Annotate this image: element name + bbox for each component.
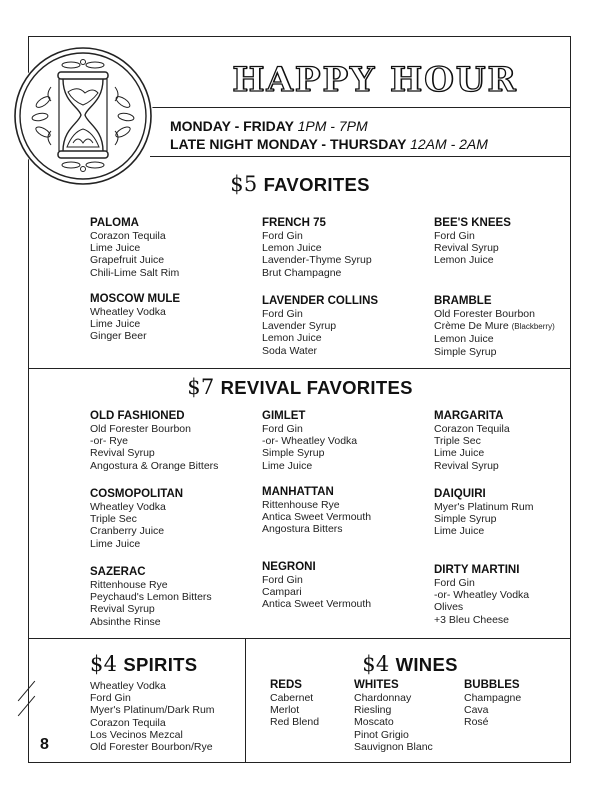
drink-bees-knees: BEE'S KNEES Ford Gin Revival Syrup Lemon Juice (434, 217, 511, 267)
wine-group-whites: WHITES Chardonnay Riesling Moscato Pinot Grigio Sauvignon Blanc (354, 679, 433, 753)
section-title-four-wines: $4 WINES (362, 652, 458, 676)
drink-old-fashioned: OLD FASHIONED Old Forester Bourbon -or- Rye Revival Syrup Angostura & Orange Bitters (90, 410, 219, 472)
drink-dirty-martini: DIRTY MARTINI Ford Gin -or- Wheatley Vodka Olives +3 Bleu Cheese (434, 564, 530, 626)
drink-manhattan: MANHATTAN Rittenhouse Rye Antica Sweet Vermouth Angostura Bitters (262, 486, 372, 536)
drink-lavender-collins: LAVENDER COLLINS Ford Gin Lavender Syrup Lemon Juice Soda Water (262, 295, 379, 357)
drink-cosmopolitan: COSMOPOLITAN Wheatley Vodka Triple Sec Cranberry Juice Lime Juice (90, 488, 184, 550)
section-title-five-favorites: $5 FAVORITES (230, 172, 370, 196)
drink-french-75: FRENCH 75 Ford Gin Lemon Juice Lavender-Thyme Syrup Brut Champagne (262, 217, 372, 279)
wine-group-reds: REDS Cabernet Merlot Red Blend (270, 679, 320, 729)
spirits-list: Wheatley Vodka Ford Gin Myer's Platinum/Dark Rum Corazon Tequila Los Vecinos Mezcal Old Forester Bourbon/Rye (90, 680, 215, 754)
header-rule-top (150, 107, 571, 108)
wine-group-bubbles: BUBBLES Champagne Cava Rosé (464, 679, 522, 729)
drink-daiquiri: DAIQUIRI Myer's Platinum Rum Simple Syrup Lime Juice (434, 488, 534, 538)
drink-margarita: MARGARITA Corazon Tequila Triple Sec Lime Juice Revival Syrup (434, 410, 510, 472)
drink-negroni: NEGRONI Ford Gin Campari Antica Sweet Vermouth (262, 561, 372, 611)
happy-hour-times (170, 117, 488, 153)
page-number: 8 (40, 736, 49, 753)
section-divider-1 (28, 368, 571, 369)
section-title-four-spirits: $4 SPIRITS (90, 652, 198, 676)
hourglass-logo-icon (13, 47, 153, 185)
hours-line-weekday: MONDAY - FRIDAY 1PM - 7PM (170, 118, 368, 134)
section-title-seven-revival-favorites: $7 REVIVAL FAVORITES (187, 375, 413, 399)
section-divider-2 (28, 638, 571, 639)
drink-gimlet: GIMLET Ford Gin -or- Wheatley Vodka Simple Syrup Lime Juice (262, 410, 358, 472)
drink-sazerac: SAZERAC Rittenhouse Rye Peychaud's Lemon Bitters Revival Syrup Absinthe Rinse (90, 566, 212, 628)
drink-bramble: BRAMBLE Old Forester Bourbon Crème De Mure (Blackberry) Lemon Juice Simple Syrup (434, 295, 555, 358)
drink-paloma: PALOMA Corazon Tequila Lime Juice Grapefruit Juice Chili-Lime Salt Rim (90, 217, 180, 279)
page-title: HAPPY HOUR (232, 60, 518, 100)
header-rule-bottom (150, 156, 571, 157)
hours-line-late-night: LATE NIGHT MONDAY - THURSDAY 12AM - 2AM (170, 136, 488, 152)
column-divider (245, 638, 246, 763)
drink-moscow-mule: MOSCOW MULE Wheatley Vodka Lime Juice Ginger Beer (90, 293, 181, 343)
